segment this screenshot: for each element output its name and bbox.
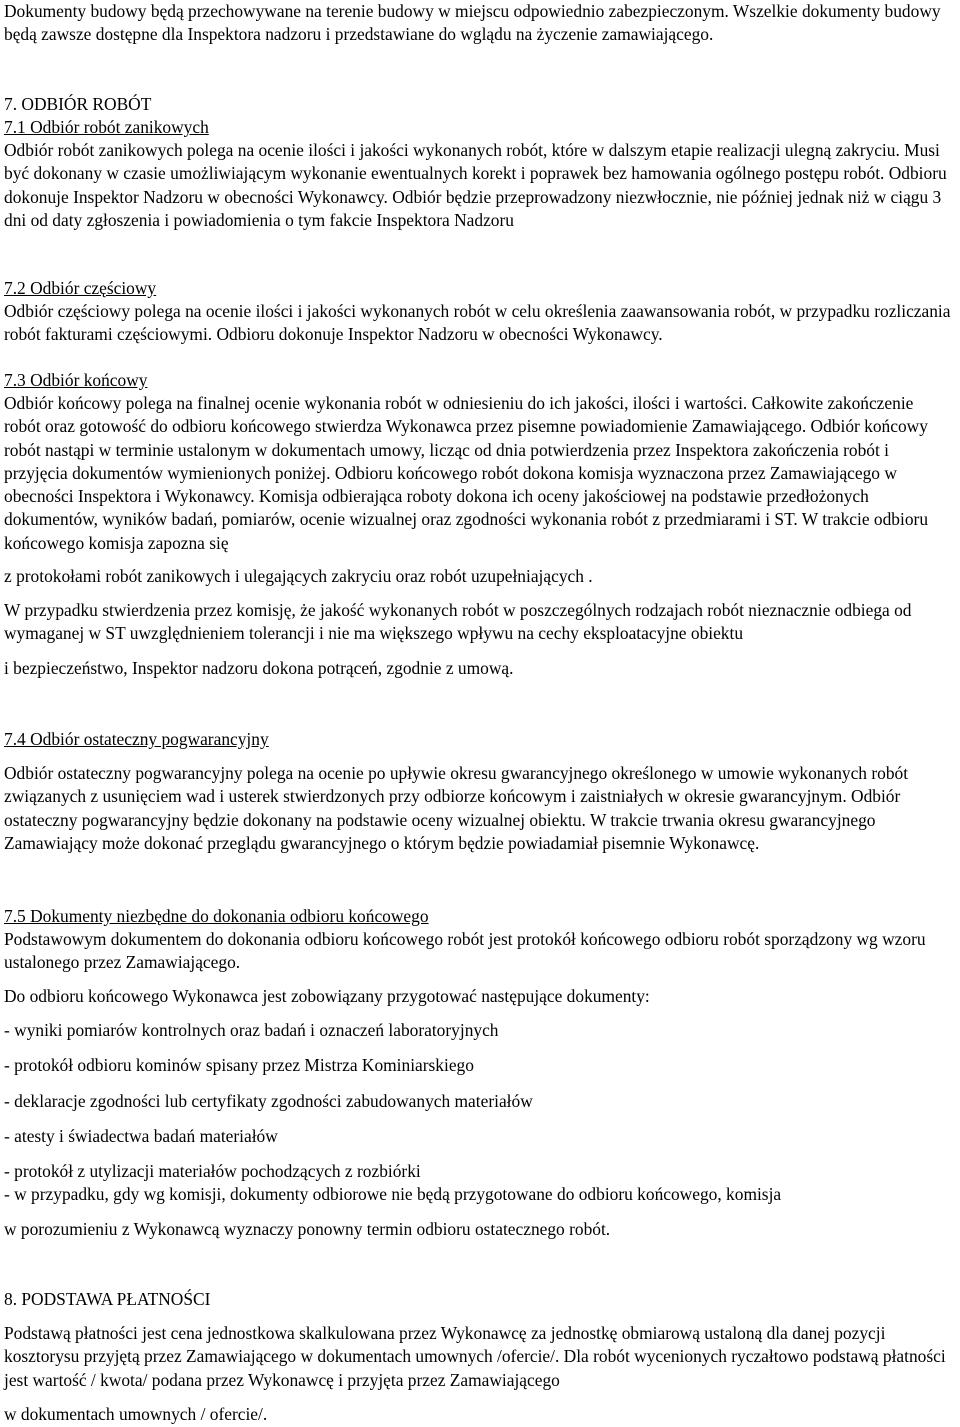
section-7-3-body-3: W przypadku stwierdzenia przez komisję, że jakość wykonanych robót w poszczególnych rodzajach robót nieznacznie odbiega od wymaganej w ST uwzględnieniem tolerancji i nie ma większego wpływu na cechy eksploatacyjne obiektu [4,600,912,644]
section-7-2-body: Odbiór częściowy polega na ocenie ilości i jakości wykonanych robót w celu określenia zaawansowania robót, w przypadku rozliczania robót fakturami częściowymi. Odbioru dokonuje Inspektor Nadzoru w obecności Wykonawcy. [4,301,951,345]
section-7-title: 7. ODBIÓR ROBÓT [4,94,152,114]
section-7-1-body: Odbiór robót zanikowych polega na ocenie ilości i jakości wykonanych robót, które w dalszym etapie realizacji ulegną zakryciu. Musi być dokonany w czasie umożliwiającym wykonanie ewentualnych korekt i poprawek bez hamowania ogólnego postępu robót. Odbioru dokonuje Inspektor Nadzoru w obecności Wykonawcy. Odbiór będzie przeprowadzony niezwłocznie, nie później jednak niż w ciągu 3 dni od daty zgłoszenia i powiadomienia o tym fakcie Inspektora Nadzoru [4,140,947,230]
list-item: - protokół odbioru kominów spisany przez Mistrza Kominiarskiego [4,1055,474,1075]
section-7-1-heading: 7.1 Odbiór robót zanikowych [4,117,209,137]
intro-paragraph: Dokumenty budowy będą przechowywane na terenie budowy w miejscu odpowiednio zabezpieczonym. Wszelkie dokumenty budowy będą zawsze dostępne dla Inspektora nadzoru i przedstawiane do wglądu na życzenie zamawiającego. [4,1,941,45]
section-8-body: Podstawą płatności jest cena jednostkowa skalkulowana przez Wykonawcę za jednostkę obmiarową ustaloną dla danej pozycji kosztorysu przyjętą przez Zamawiającego w dokumentach umownych /ofercie/. Dla robót wycenionych ryczałtowo podstawą płatności jest wartość / kwota/ podana przez Wykonawcę i przyjęta przez Zamawiającego [4,1323,946,1390]
section-7-3-body-4: i bezpieczeństwo, Inspektor nadzoru dokona potrąceń, zgodnie z umową. [4,658,514,678]
list-item: - atesty i świadectwa badań materiałów [4,1126,278,1146]
list-item: - wyniki pomiarów kontrolnych oraz badań i oznaczeń laboratoryjnych [4,1020,499,1040]
list-item: - deklaracje zgodności lub certyfikaty zgodności zabudowanych materiałów [4,1091,533,1111]
section-7-3-body-2: z protokołami robót zanikowych i ulegających zakryciu oraz robót uzupełniających . [4,566,593,586]
section-8-body-2: w dokumentach umownych / ofercie/. [4,1404,268,1424]
section-7-5-closing: w porozumieniu z Wykonawcą wyznaczy ponowny termin odbioru ostatecznego robót. [4,1219,611,1239]
section-7-4-body: Odbiór ostateczny pogwarancyjny polega na ocenie po upływie okresu gwarancyjnego określonego w umowie wykonanych robót związanych z usunięciem wad i usterek stwierdzonych przy odbiorze końcowym i zaistniałych w okresie gwarancyjnym. Odbiór ostateczny pogwarancyjny będzie dokonany na podstawie oceny wizualnej obiektu. W trakcie trwania okresu gwarancyjnego Zamawiający może dokonać przeglądu gwarancyjnego o którym będzie powiadamiał pisemnie Wykonawcę. [4,763,909,853]
section-7-2-heading: 7.2 Odbiór częściowy [4,278,157,298]
section-7-3-body: Odbiór końcowy polega na finalnej ocenie wykonania robót w odniesieniu do ich jakości, ilości i wartości. Całkowite zakończenie robót oraz gotowość do odbioru końcowego stwierdza Wykonawca przez pisemne powiadomienie Zamawiającego. Odbiór końcowy robót nastąpi w terminie ustalonym w dokumentach umowy, licząc od dnia potwierdzenia przez Inspektora zakończenia robót i przyjęcia dokumentów wymienionych poniżej. Odbioru końcowego robót dokona komisja wyznaczona przez Zamawiającego w obecności Inspektora i Wykonawcy. Komisja odbierająca roboty dokona ich oceny jakościowej na podstawie przedłożonych dokumentów, wyników badań, pomiarów, ocenie wizualnej oraz zgodności wykonania robót z przedmiarami i ST. W trakcie odbioru końcowego komisja zapozna się [4,393,929,553]
section-7-5-lead: Do odbioru końcowego Wykonawca jest zobowiązany przygotować następujące dokumenty: [4,986,650,1006]
section-7-5-heading: 7.5 Dokumenty niezbędne do dokonania odbioru końcowego [4,906,429,926]
list-item: - protokół z utylizacji materiałów pochodzących z rozbiórki [4,1161,421,1181]
section-7-4-heading: 7.4 Odbiór ostateczny pogwarancyjny [4,729,269,749]
section-7-5-body: Podstawowym dokumentem do dokonania odbioru końcowego robót jest protokół końcowego odbioru robót sporządzony wg wzoru ustalonego przez Zamawiającego. [4,929,926,973]
list-item: - w przypadku, gdy wg komisji, dokumenty odbiorowe nie będą przygotowane do odbioru końcowego, komisja [4,1184,782,1204]
section-8-title: 8. PODSTAWA PŁATNOŚCI [4,1289,211,1309]
section-7-3-heading: 7.3 Odbiór końcowy [4,370,148,390]
